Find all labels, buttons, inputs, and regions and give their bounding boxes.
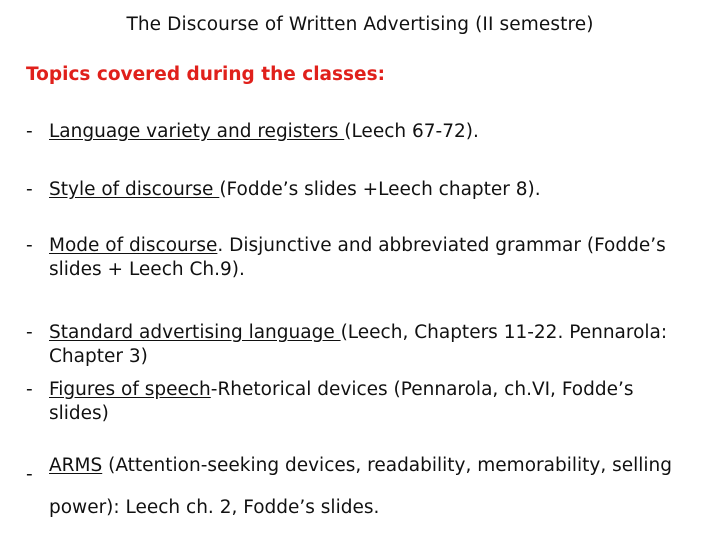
topic-item <box>26 178 716 202</box>
topic-text <box>49 454 716 520</box>
topic-text <box>49 378 716 426</box>
topic-item <box>26 120 716 144</box>
topic-detail: (Leech, Chapters 11-22. Pennarola: <box>340 322 668 343</box>
topic-line: Chapter 3) <box>49 346 148 367</box>
bullet-dash: - <box>26 379 33 400</box>
topic-line <box>49 454 716 478</box>
topic-name: Standard advertising language <box>49 322 341 343</box>
topic-detail: (Fodde’s slides +Leech chapter 8). <box>219 179 541 200</box>
topic-line <box>49 120 716 144</box>
topic-detail: (Leech 67-72). <box>344 121 479 142</box>
topic-name: ARMS <box>49 455 103 476</box>
topic-name: Mode of discourse <box>49 235 218 256</box>
topic-line: power): Leech ch. 2, Fodde’s slides. <box>49 497 380 518</box>
slide-title: The Discourse of Written Advertising (II semestre) <box>126 14 594 35</box>
topic-line: slides + Leech Ch.9). <box>49 259 245 280</box>
topic-line <box>49 378 716 402</box>
bullet-dash: - <box>26 322 33 343</box>
topic-text <box>49 234 716 282</box>
topic-item <box>26 454 716 520</box>
topic-item <box>26 321 716 369</box>
topic-item <box>26 378 716 426</box>
topic-text <box>49 321 716 369</box>
topic-text <box>49 178 716 202</box>
topic-detail: (Attention-seeking devices, readability, memorability, selling <box>102 455 672 476</box>
topic-detail: -Rhetorical devices (Pennarola, ch.VI, Fodde’s <box>210 379 634 400</box>
bullet-dash: - <box>26 464 33 485</box>
bullet-dash: - <box>26 235 33 256</box>
topic-name: Language variety and registers <box>49 121 345 142</box>
bullet-dash: - <box>26 121 33 142</box>
topic-line: slides) <box>49 403 109 424</box>
topic-line <box>49 321 716 345</box>
section-heading: Topics covered during the classes: <box>26 64 386 85</box>
topic-line <box>49 178 716 202</box>
topic-line <box>49 234 716 258</box>
topic-detail: . Disjunctive and abbreviated grammar (Fodde’s <box>217 235 666 256</box>
topic-name: Style of discourse <box>49 179 220 200</box>
topic-text <box>49 120 716 144</box>
bullet-dash: - <box>26 179 33 200</box>
topic-name: Figures of speech <box>49 379 211 400</box>
topic-item <box>26 234 716 282</box>
